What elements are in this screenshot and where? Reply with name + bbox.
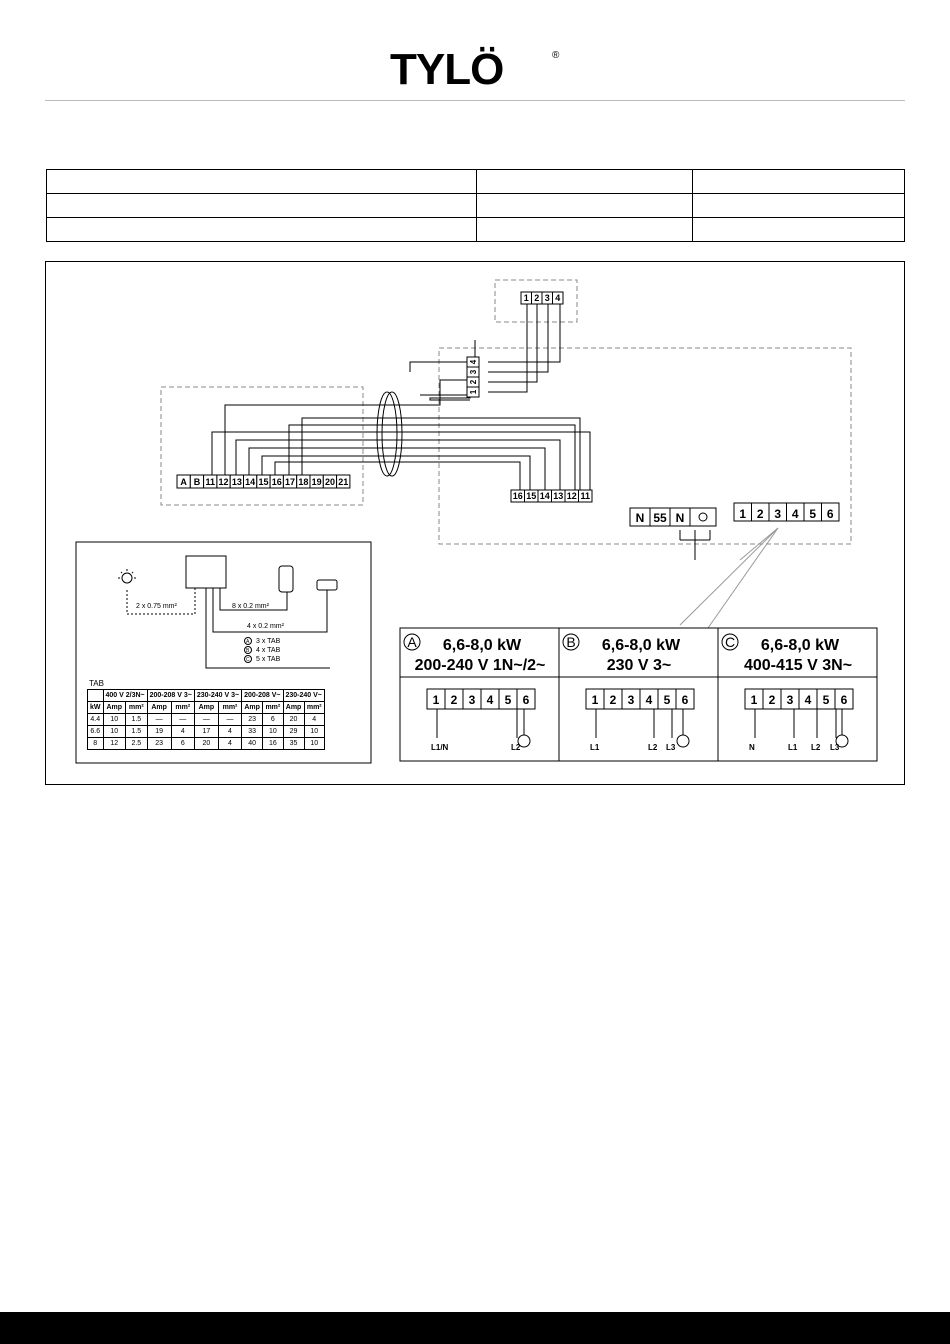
light-terminal: N (675, 511, 685, 525)
svg-text:B: B (246, 648, 250, 654)
terminal-right: 14 (539, 491, 550, 501)
footer-bar (0, 1312, 950, 1344)
terminal-left: 12 (218, 477, 229, 487)
terminal-left: 16 (271, 477, 282, 487)
group-header: 400 V 2/3N~ (103, 690, 147, 702)
terminal-right: 16 (512, 491, 523, 501)
terminal-top: 4 (555, 293, 561, 303)
table-cell: 23 (242, 714, 263, 726)
table-cell: 4 (171, 726, 194, 738)
table-cell: 6 (263, 714, 283, 726)
svg-text:C: C (246, 657, 250, 663)
panel-letter: A (407, 634, 417, 650)
terminal-right: 13 (553, 491, 564, 501)
sensor-icon (317, 580, 337, 590)
table-cell: 10 (263, 726, 283, 738)
panel-terminal: 6 (840, 693, 848, 707)
group-header: 200-208 V 3~ (147, 690, 194, 702)
phase-label: L1/N (431, 743, 449, 752)
power-terminal: 6 (826, 507, 834, 521)
table-cell: 40 (242, 738, 263, 750)
table-cell: 12 (103, 738, 125, 750)
table-cell: 1.5 (125, 726, 147, 738)
sub-header: Amp (147, 702, 171, 714)
sub-header: mm² (171, 702, 194, 714)
phase-label: L3 (666, 743, 676, 752)
tab-table-title: TAB (89, 679, 104, 688)
sub-header: Amp (194, 702, 218, 714)
panel-terminal: 1 (591, 693, 599, 707)
panel-terminal: 5 (663, 693, 671, 707)
group-header: 230-240 V~ (283, 690, 324, 702)
table-cell: 16 (263, 738, 283, 750)
table-cell: 8 (88, 738, 104, 750)
terminal-mid: 1 (469, 389, 478, 395)
table-cell: 10 (304, 738, 324, 750)
table-cell: — (171, 714, 194, 726)
panel-terminal: 2 (768, 693, 776, 707)
table-cell: — (194, 714, 218, 726)
brand-name: TYLÖ (390, 46, 504, 92)
terminal-left: 14 (245, 477, 256, 487)
cable-light-label: 2 x 0.75 mm² (136, 603, 177, 610)
ground-icon (518, 735, 530, 747)
brand-registered: ® (552, 50, 560, 61)
table-row (88, 714, 325, 726)
phase-label: L2 (811, 743, 821, 752)
table-row (88, 690, 325, 702)
terminal-left: 15 (258, 477, 269, 487)
table-cell: 4 (304, 714, 324, 726)
group-header: 230-240 V 3~ (194, 690, 241, 702)
table-cell: 35 (283, 738, 304, 750)
table-cell: 10 (103, 726, 125, 738)
table-cell: — (147, 714, 171, 726)
table-cell: 2.5 (125, 738, 147, 750)
panel-terminal: 5 (822, 693, 830, 707)
panel-terminal: 1 (432, 693, 440, 707)
terminal-mid: 2 (469, 379, 478, 385)
panel-terminal: 5 (504, 693, 512, 707)
table-cell: 23 (147, 738, 171, 750)
panel-voltage: 400-415 V 3N~ (743, 657, 853, 674)
table-cell: 1.5 (125, 714, 147, 726)
panel-power: 6,6-8,0 kW (760, 637, 840, 654)
control-unit-icon (186, 556, 226, 588)
power-terminal: 2 (756, 507, 764, 521)
light-terminal: N (635, 511, 645, 525)
phase-label: L3 (830, 743, 840, 752)
sub-header: mm² (218, 702, 241, 714)
table-row (88, 726, 325, 738)
terminal-left: 21 (338, 477, 349, 487)
table-row (88, 738, 325, 750)
tab-c-label: 5 x TAB (256, 656, 281, 663)
svg-text:A: A (246, 639, 250, 645)
phase-label: L2 (511, 743, 521, 752)
ground-icon (677, 735, 689, 747)
lamp-icon (118, 569, 136, 583)
power-terminal: 3 (774, 507, 782, 521)
sub-header: Amp (283, 702, 304, 714)
sub-header: mm² (125, 702, 147, 714)
cable-sensor-label: 4 x 0.2 mm² (247, 623, 284, 630)
panel-letter: C (724, 634, 736, 650)
terminal-mid: 4 (469, 359, 478, 365)
terminal-left: B (193, 477, 201, 487)
panel-terminal: 1 (750, 693, 758, 707)
tab-table (87, 689, 325, 750)
sub-header: Amp (242, 702, 263, 714)
table-cell: 33 (242, 726, 263, 738)
power-terminal: 5 (809, 507, 817, 521)
phase-label: N (749, 743, 755, 752)
table-cell: 4.4 (88, 714, 104, 726)
table-cell: 4 (218, 738, 241, 750)
terminal-left: 13 (231, 477, 242, 487)
table-cell: 10 (103, 714, 125, 726)
panel-terminal: 3 (786, 693, 794, 707)
table-cell: 6.6 (88, 726, 104, 738)
terminal-left: 19 (311, 477, 322, 487)
tab-b-label: 4 x TAB (256, 647, 281, 654)
table-row (88, 702, 325, 714)
group-header: 200-208 V~ (242, 690, 283, 702)
panel-voltage: 230 V 3~ (606, 657, 672, 674)
table-cell: 20 (283, 714, 304, 726)
panel-terminal: 2 (609, 693, 617, 707)
panel-power: 6,6-8,0 kW (601, 637, 681, 654)
terminal-right: 11 (580, 491, 591, 501)
table-cell: 17 (194, 726, 218, 738)
table-cell: 4 (218, 726, 241, 738)
phase-label: L1 (590, 743, 600, 752)
panel-terminal: 3 (627, 693, 635, 707)
terminal-left: 18 (298, 477, 309, 487)
terminal-right: 15 (526, 491, 537, 501)
phase-label: L2 (648, 743, 658, 752)
terminal-left: A (180, 477, 187, 487)
sub-header: mm² (263, 702, 283, 714)
sub-header: kW (88, 702, 104, 714)
terminal-left: 20 (324, 477, 335, 487)
power-terminal: 1 (739, 507, 747, 521)
table-cell: 6 (171, 738, 194, 750)
power-terminal: 4 (791, 507, 799, 521)
panel-letter: B (566, 634, 576, 650)
panel-voltage: 200-240 V 1N~/2~ (414, 657, 546, 674)
light-terminal: 55 (653, 511, 667, 525)
ground-icon (836, 735, 848, 747)
terminal-top: 1 (523, 293, 529, 303)
sub-header: mm² (304, 702, 324, 714)
terminal-left: 17 (285, 477, 296, 487)
panel-terminal: 4 (486, 693, 494, 707)
table-cell: 29 (283, 726, 304, 738)
panel-terminal: 4 (804, 693, 812, 707)
tab-a-label: 3 x TAB (256, 638, 281, 645)
table-cell: 10 (304, 726, 324, 738)
phase-label: L1 (788, 743, 798, 752)
terminal-mid: 3 (469, 369, 478, 375)
table-cell: 20 (194, 738, 218, 750)
terminal-top: 3 (544, 293, 550, 303)
panel-terminal: 4 (645, 693, 653, 707)
panel-power: 6,6-8,0 kW (442, 637, 522, 654)
table-cell: 19 (147, 726, 171, 738)
terminal-left: 11 (205, 477, 216, 487)
panel-icon (279, 566, 293, 592)
sub-header: Amp (103, 702, 125, 714)
terminal-block-left (177, 475, 350, 488)
cable-panel-label: 8 x 0.2 mm² (232, 603, 269, 610)
panel-terminal: 2 (450, 693, 458, 707)
terminal-top: 2 (534, 293, 540, 303)
panel-terminal: 6 (681, 693, 689, 707)
panel-terminal: 6 (522, 693, 530, 707)
panel-terminal: 3 (468, 693, 476, 707)
table-cell: — (218, 714, 241, 726)
terminal-right: 12 (566, 491, 577, 501)
